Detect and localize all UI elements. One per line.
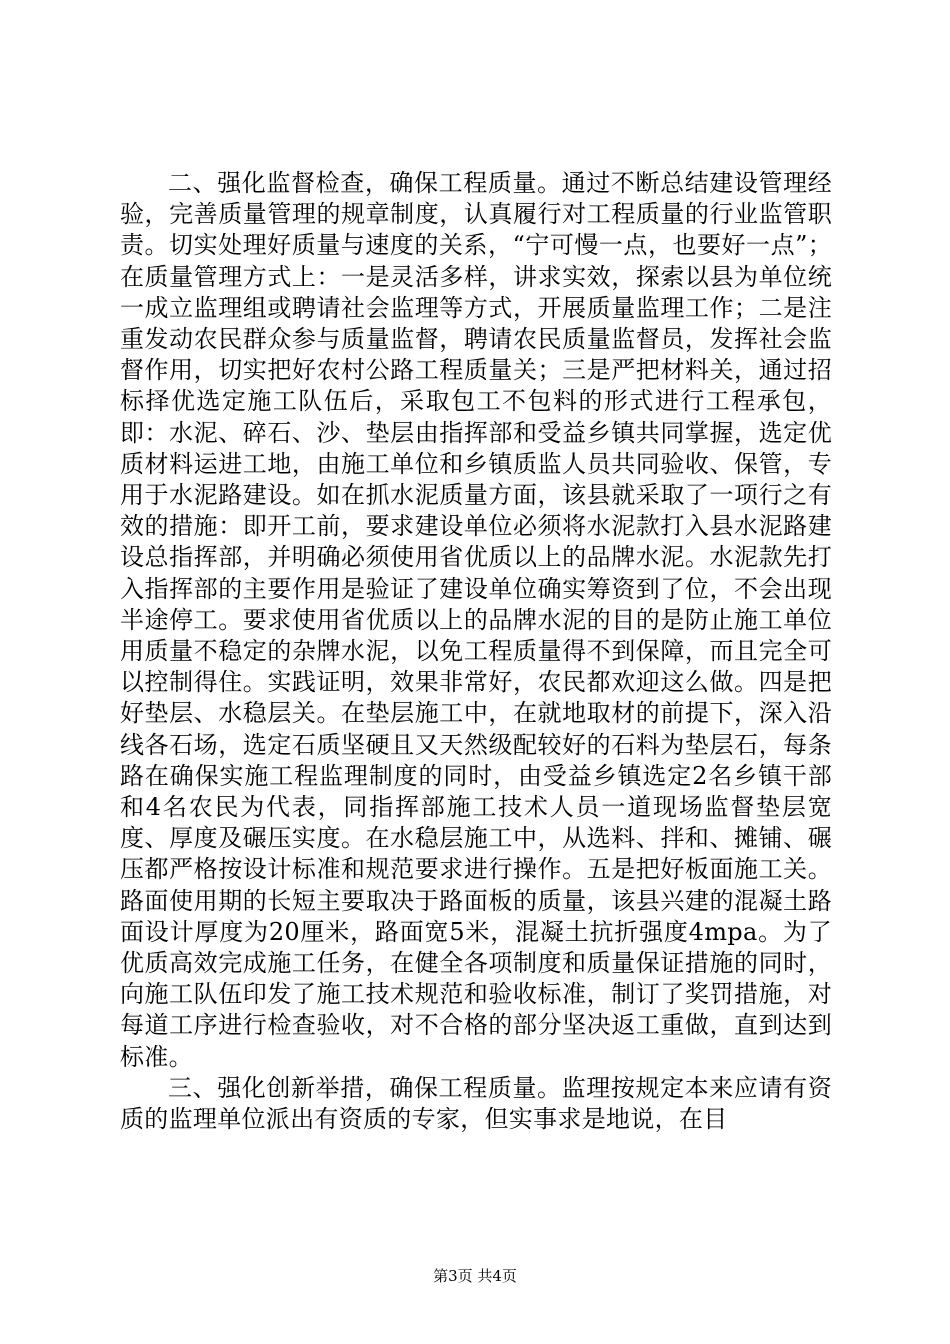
paragraph-section-three: 三、强化创新举措，确保工程质量。监理按规定本来应请有资质的监理单位派出有资质的专家，但实事求是地说，在目 <box>120 1073 832 1134</box>
page-number-label: 第3页 共4页 <box>433 1267 517 1285</box>
page-footer <box>0 1266 950 1286</box>
document-body <box>120 168 832 1135</box>
paragraph-section-two: 二、强化监督检查，确保工程质量。通过不断总结建设管理经验，完善质量管理的规章制度，认真履行对工程质量的行业监管职责。切实处理好质量与速度的关系，“宁可慢一点，也要好一点”；在质量管理方式上：一是灵活多样，讲求实效，探索以县为单位统一成立监理组或聘请社会监理等方式，开展质量监理工作；二是注重发动农民群众参与质量监督，聘请农民质量监督员，发挥社会监督作用，切实把好农村公路工程质量关；三是严把材料关，通过招标择优选定施工队伍后，采取包工不包料的形式进行工程承包，即：水泥、碎石、沙、垫层由指挥部和受益乡镇共同掌握，选定优质材料运进工地，由施工单位和乡镇质监人员共同验收、保管，专用于水泥路建设。如在抓水泥质量方面，该县就采取了一项行之有效的措施：即开工前，要求建设单位必须将水泥款打入县水泥路建设总指挥部，并明确必须使用省优质以上的品牌水泥。水泥款先打入指挥部的主要作用是验证了建设单位确实筹资到了位，不会出现半途停工。要求使用省优质以上的品牌水泥的目的是防止施工单位用质量不稳定的杂牌水泥，以免工程质量得不到保障，而且完全可以控制得住。实践证明，效果非常好，农民都欢迎这么做。四是把好垫层、水稳层关。在垫层施工中，在就地取材的前提下，深入沿线各石场，选定石质坚硬且又天然级配较好的石料为垫层石，每条路在确保实施工程监理制度的同时，由受益乡镇选定2名乡镇干部和4名农民为代表，同指挥部施工技术人员一道现场监督垫层宽度、厚度及碾压实度。在水稳层施工中，从选料、拌和、摊铺、碾压都严格按设计标准和规范要求进行操作。五是把好板面施工关。路面使用期的长短主要取决于路面板的质量，该县兴建的混凝土路面设计厚度为20厘米，路面宽5米，混凝土抗折强度4mpa。为了优质高效完成施工任务，在健全各项制度和质量保证措施的同时，向施工队伍印发了施工技术规范和验收标准，制订了奖罚措施，对每道工序进行检查验收，对不合格的部分坚决返工重做，直到达到标准。 <box>120 169 832 1071</box>
